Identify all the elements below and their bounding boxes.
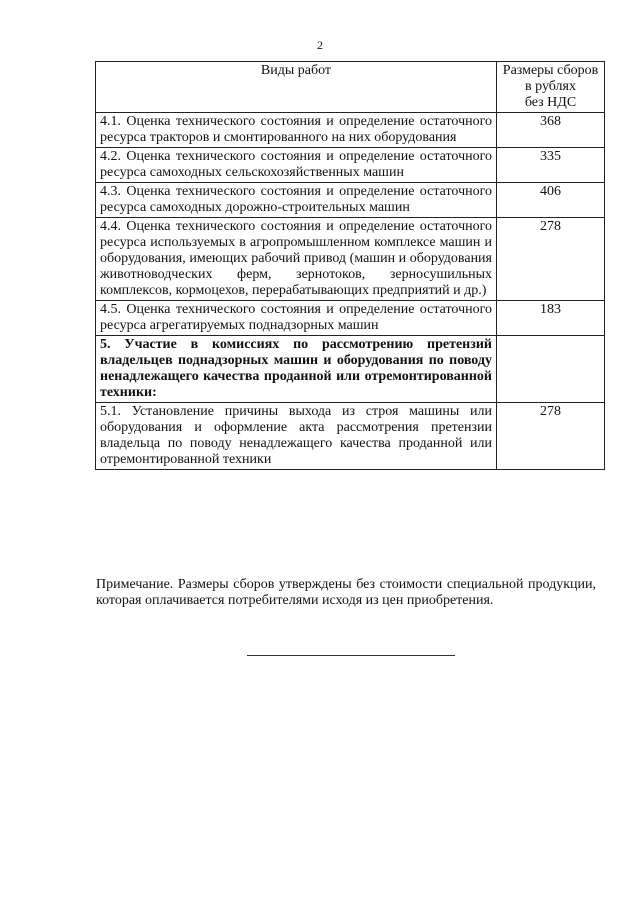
table-row — [96, 301, 605, 336]
table-row-section — [96, 336, 605, 403]
fee-value: 406 — [497, 183, 605, 218]
section-heading: 5. Участие в комиссиях по рассмотрению претензий владельцев поднадзорных машин и оборудования по поводу ненадлежащего качества проданной или отремонтированной техники: — [96, 336, 497, 403]
fee-value: 368 — [497, 113, 605, 148]
header-fee-line: без НДС — [524, 95, 577, 110]
fee-value — [497, 336, 605, 403]
work-description: 5.1. Установление причины выхода из строя машины или оборудования и оформление акта рассмотрения претензии владельца по поводу ненадлежащего качества проданной или отремонтированной техники — [96, 403, 497, 470]
fee-value: 278 — [497, 218, 605, 301]
work-description: 4.5. Оценка технического состояния и определение остаточного ресурса агрегатируемых поднадзорных машин — [96, 301, 497, 336]
note-paragraph: Примечание. Размеры сборов утверждены без стоимости специальной продукции, которая оплачивается потребителями исходя из цен приобретения. — [96, 577, 596, 608]
fee-value: 335 — [497, 148, 605, 183]
header-fee-line: Размеры сборов — [502, 63, 599, 78]
table-row — [96, 403, 605, 470]
work-description: 4.1. Оценка технического состояния и определение остаточного ресурса тракторов и смонтированного на них оборудования — [96, 113, 497, 148]
header-fee-size — [497, 62, 605, 113]
page-number: 2 — [317, 38, 323, 52]
table-row — [96, 148, 605, 183]
table-row — [96, 113, 605, 148]
header-work-types: Виды работ — [96, 62, 497, 113]
fees-table — [95, 61, 605, 470]
header-fee-line: в рублях — [525, 79, 576, 94]
work-description: 4.3. Оценка технического состояния и определение остаточного ресурса самоходных дорожно-строительных машин — [96, 183, 497, 218]
closing-rule — [247, 655, 455, 656]
work-description: 4.2. Оценка технического состояния и определение остаточного ресурса самоходных сельскохозяйственных машин — [96, 148, 497, 183]
fee-value: 278 — [497, 403, 605, 470]
table-row — [96, 218, 605, 301]
fee-value: 183 — [497, 301, 605, 336]
table-header-row — [96, 62, 605, 113]
work-description: 4.4. Оценка технического состояния и определение остаточного ресурса используемых в агропромышленном комплексе машин и оборудования, имеющих рабочий привод (машин и оборудования животноводческих ферм, зернотоков, зерносушильных комплексов, кормоцехов, перерабатывающих предприятий и др.) — [96, 218, 497, 301]
table-row — [96, 183, 605, 218]
